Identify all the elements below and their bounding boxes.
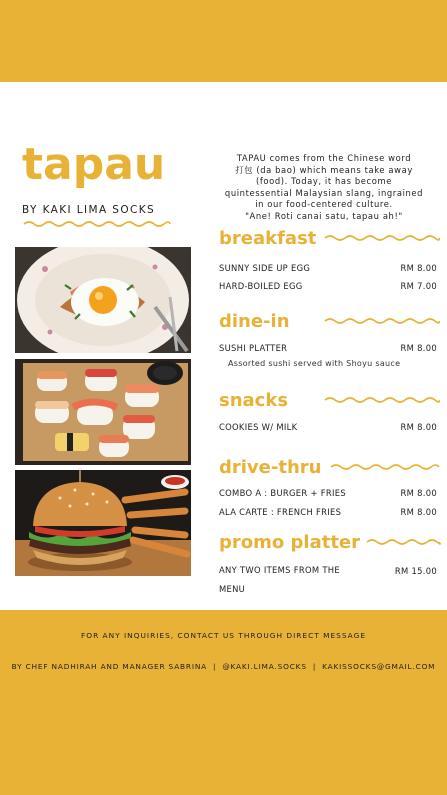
- section-drive-thru: [219, 457, 441, 483]
- section-wave-divider: [329, 463, 441, 471]
- footer-separator: |: [312, 662, 317, 671]
- item-price: RM 8.00: [400, 343, 437, 353]
- sushi-platter-photo: [15, 359, 191, 465]
- item-description: Assorted sushi served with Shoyu sauce: [228, 359, 401, 368]
- section-title-drive-thru: drive-thru: [219, 457, 322, 478]
- instagram-handle[interactable]: @KAKI.LIMA.SOCKS: [222, 662, 307, 671]
- item-price: RM 8.00: [400, 263, 437, 273]
- email-address[interactable]: KAKISSOCKS@GMAIL.COM: [322, 662, 436, 671]
- section-breakfast: [219, 228, 441, 254]
- section-dine-in: [219, 311, 441, 337]
- burger-and-fries-photo: [15, 470, 191, 576]
- inquiry-note: FOR ANY INQUIRIES, CONTACT US THROUGH DIRECT MESSAGE: [81, 631, 366, 640]
- item-name: COOKIES W/ MILK: [219, 422, 298, 432]
- item-name: ANY TWO ITEMS FROM THE MENU: [219, 565, 340, 594]
- section-promo-platter: [219, 532, 441, 558]
- section-snacks: [219, 390, 441, 416]
- brand-wave-divider: [22, 220, 172, 228]
- sunny-side-up-egg-photo: [15, 247, 191, 353]
- section-title-promo-platter: promo platter: [219, 532, 361, 553]
- section-wave-divider: [323, 317, 441, 325]
- item-name: SUSHI PLATTER: [219, 343, 288, 353]
- footer-credits: BY CHEF NADHIRAH AND MANAGER SABRINA: [11, 662, 208, 671]
- section-wave-divider: [323, 234, 441, 242]
- brand-title: tapau: [22, 139, 166, 190]
- item-price: RM 8.00: [400, 488, 437, 498]
- top-color-band: [0, 0, 447, 82]
- item-name: SUNNY SIDE UP EGG: [219, 263, 311, 273]
- item-name: COMBO A : BURGER + FRIES: [219, 488, 346, 498]
- footer-credits-line: [0, 662, 447, 671]
- intro-text: TAPAU comes from the Chinese word 打包 (da bao) which means take away (food). Today, it has become quintessential Malaysian slang, ingrained in our food-centered culture. "Ane! Roti canai satu, tapau ah!": [224, 153, 424, 221]
- item-name: HARD-BOILED EGG: [219, 281, 303, 291]
- section-wave-divider: [365, 538, 441, 546]
- section-title-dine-in: dine-in: [219, 311, 290, 332]
- item-price: RM 8.00: [400, 507, 437, 517]
- brand-subtitle: BY KAKI LIMA SOCKS: [22, 204, 156, 216]
- item-price: RM 8.00: [400, 422, 437, 432]
- item-price: RM 15.00: [394, 566, 437, 576]
- section-title-snacks: snacks: [219, 390, 289, 411]
- item-price: RM 7.00: [400, 281, 437, 291]
- section-title-breakfast: breakfast: [219, 228, 317, 249]
- brand-block: [22, 138, 192, 228]
- section-wave-divider: [323, 396, 441, 404]
- item-name: ALA CARTE : FRENCH FRIES: [219, 507, 342, 517]
- menu-item: [219, 566, 441, 596]
- footer-separator: |: [213, 662, 217, 671]
